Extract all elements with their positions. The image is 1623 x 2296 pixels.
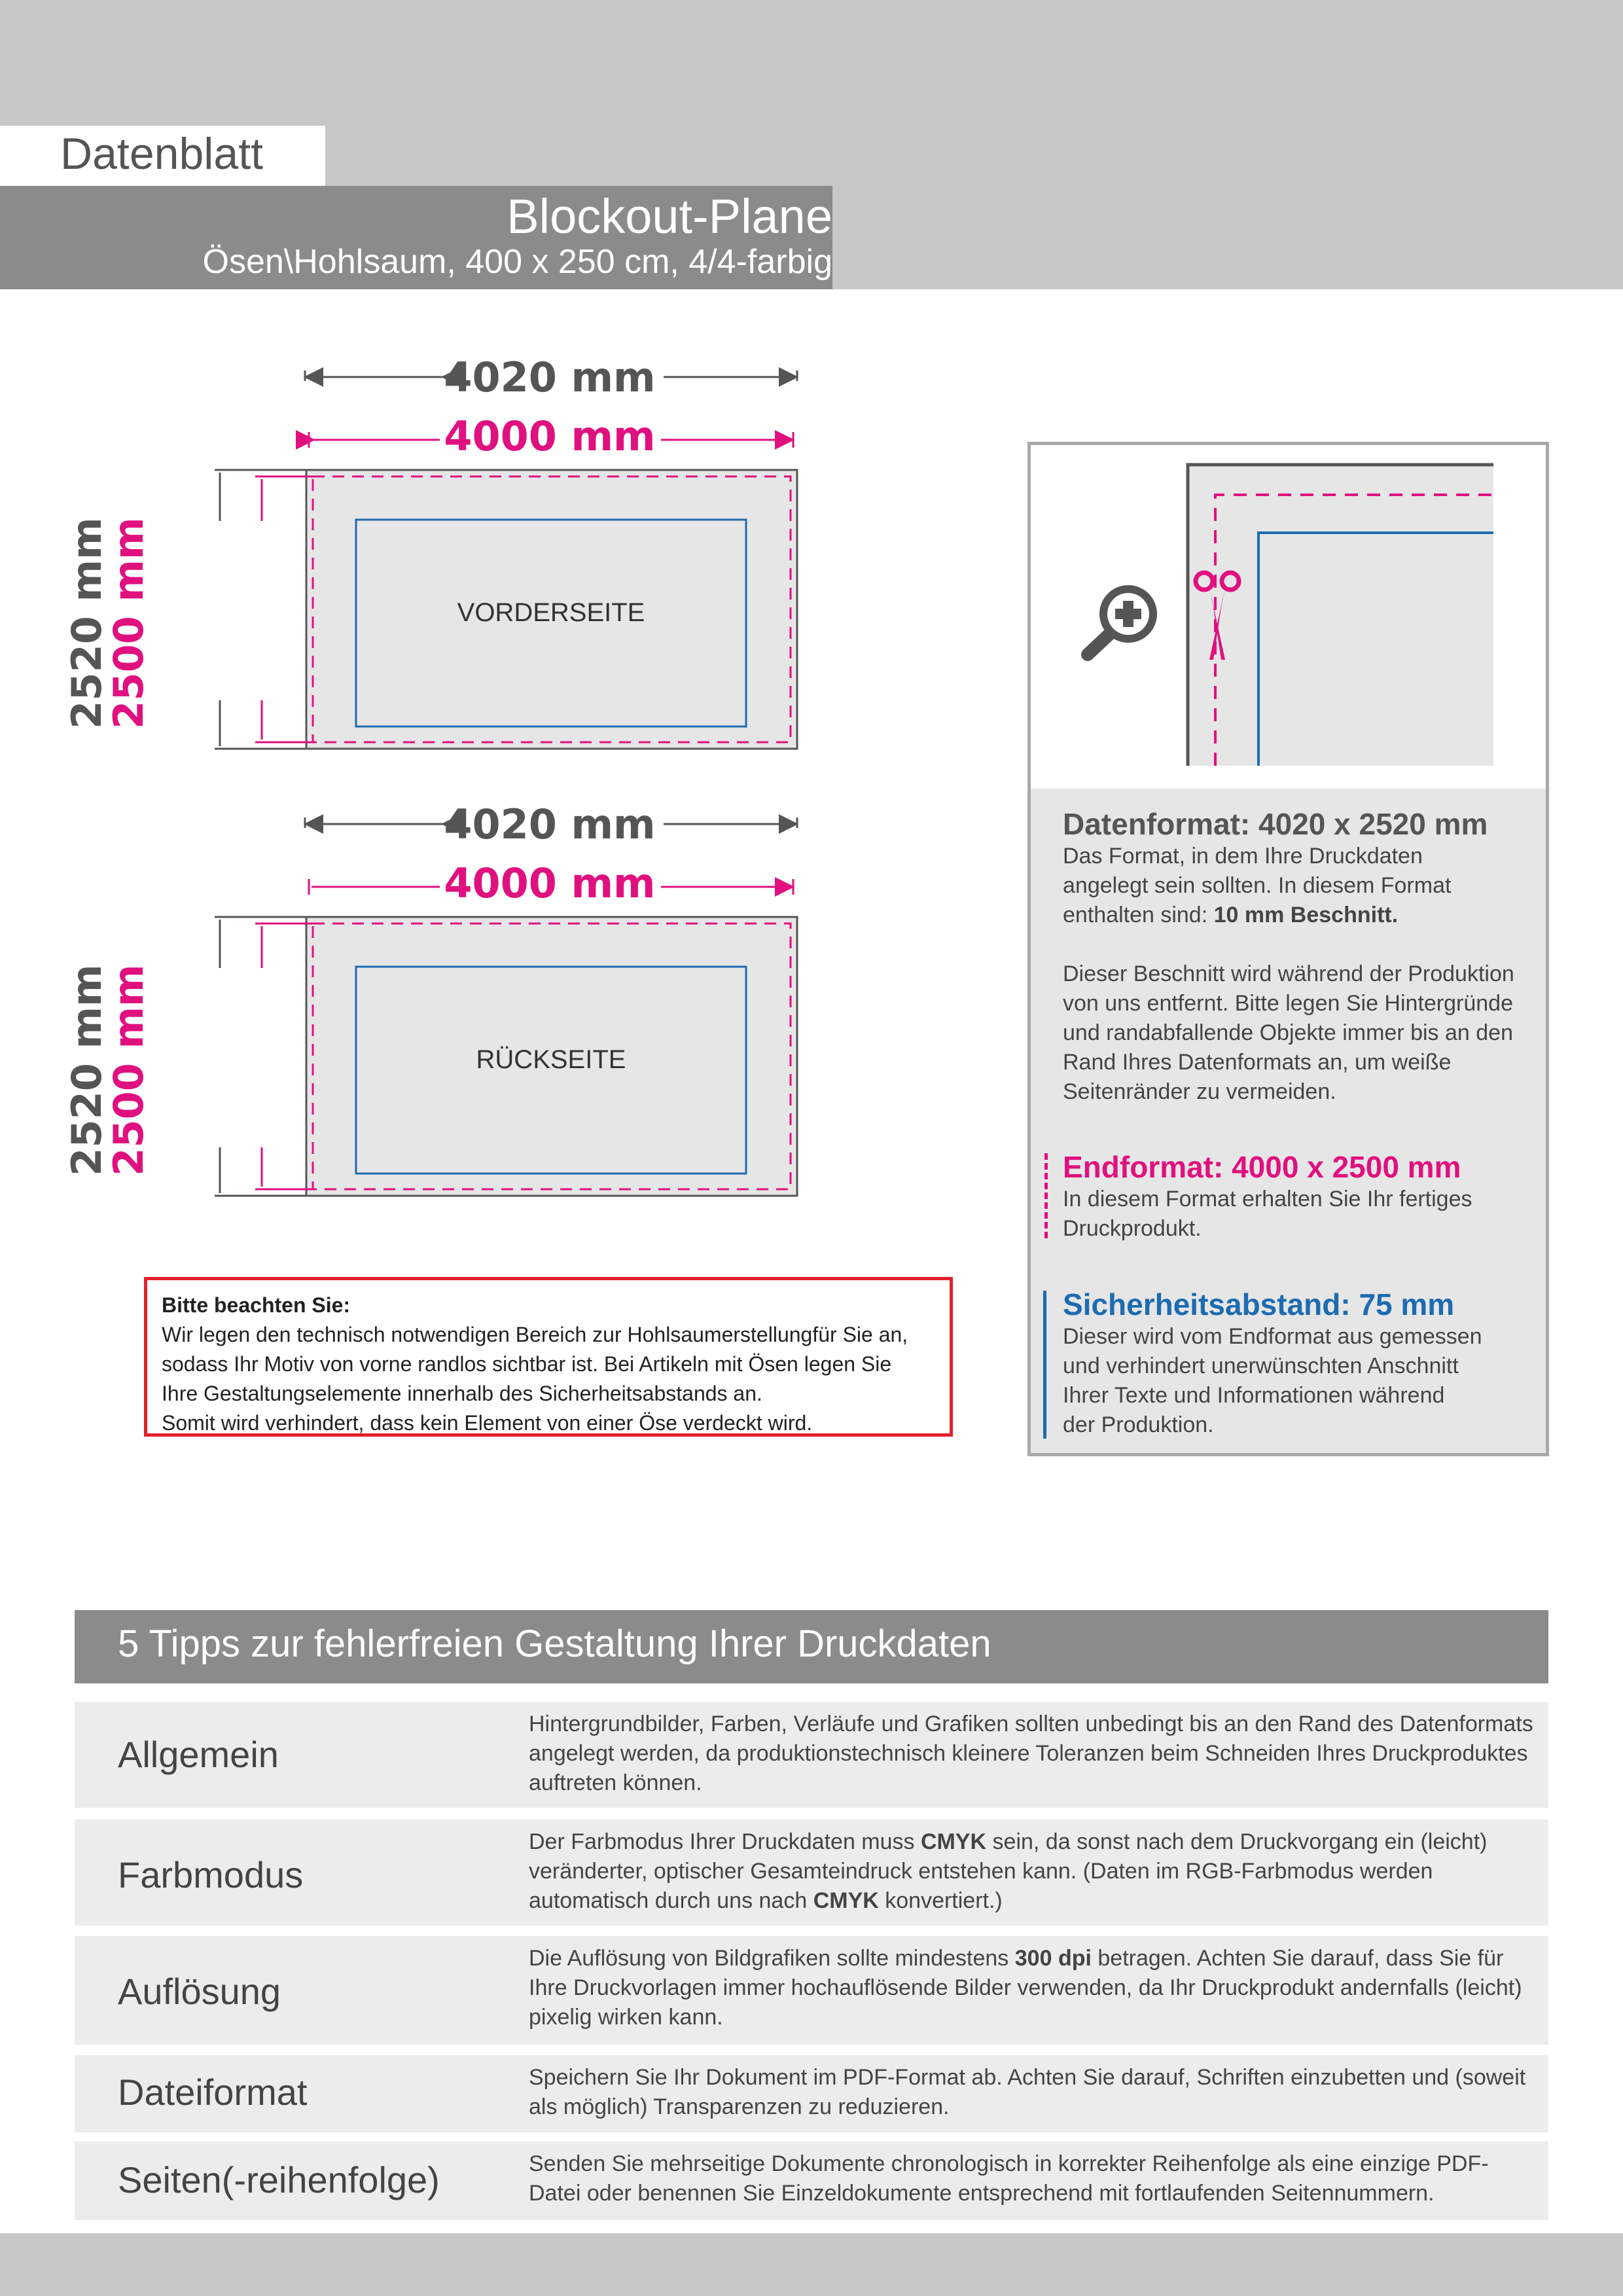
tip-text-fragment: konvertiert.) [878, 1888, 1003, 1913]
tip-text [529, 2063, 1537, 2122]
tip-text [529, 1944, 1537, 2032]
tip-row [75, 1702, 1548, 1808]
tip-text-fragment: betragen. Achten Sie darauf, dass Sie für Ihre Druckvorlagen immer hochauflösende Bilder verwenden, da Ihr Druckprodukt andernfalls (leicht) pixelig wirken kann. [529, 1946, 1522, 2030]
sicherheit-line: Dieser wird vom Endformat aus gemessen [1063, 1324, 1482, 1349]
tip-text [529, 1827, 1537, 1916]
datenformat-line: Rand Ihres Datenformats an, um weiße [1063, 1050, 1452, 1075]
datenformat-line: von uns entfernt. Bitte legen Sie Hintergründe [1063, 991, 1513, 1016]
notice-heading: Bitte beachten Sie: [162, 1293, 351, 1317]
tip-name: Allgemein [118, 1734, 279, 1775]
notice-line: sodass Ihr Motiv von vorne randlos sichtbar ist. Bei Artikeln mit Ösen legen Sie [162, 1352, 892, 1376]
sicherheit-heading: Sicherheitsabstand: 75 mm [1063, 1287, 1455, 1321]
endformat-marker [1044, 1153, 1048, 1238]
datenformat-line: Seitenränder zu vermeiden. [1063, 1079, 1336, 1104]
sicherheit-line: und verhindert unerwünschten Anschnitt [1063, 1354, 1459, 1378]
front-side-label: VORDERSEITE [457, 598, 645, 627]
tip-text-fragment: Hintergrundbilder, Farben, Verläufe und Grafiken sollten unbedingt bis an den Rand des Datenformats angelegt werden, da produktionstechnisch kleinere Toleranzen beim Schneiden Ihres Druckproduktes auftreten können. [529, 1712, 1533, 1795]
notice-box [144, 1277, 953, 1437]
tip-text-fragment: Die Auflösung von Bildgrafiken sollte mindestens [529, 1946, 1015, 1971]
back-outer-width-label: 4020 mm [444, 800, 656, 848]
tip-text [529, 1710, 1537, 1798]
front-inner-height-label: 2500 mm [105, 517, 152, 729]
back-inner-width-label: 4000 mm [444, 859, 656, 907]
scissors-icon [1191, 568, 1243, 666]
datenformat-line [1063, 901, 1534, 930]
tip-text-fragment: Der Farbmodus Ihrer Druckdaten muss [529, 1829, 921, 1854]
datenformat-line: Dieser Beschnitt wird während der Produktion [1063, 961, 1514, 986]
datenformat-line: angelegt sein sollten. In diesem Format [1063, 873, 1452, 898]
endformat-heading: Endformat: 4000 x 2500 mm [1063, 1150, 1461, 1184]
notice-line: Wir legen den technisch notwendigen Bereich zur Hohlsaumerstellungfür Sie an, [162, 1323, 908, 1346]
front-outer-width-label: 4020 mm [444, 353, 656, 401]
tips-title: 5 Tipps zur fehlerfreien Gestaltung Ihrer Druckdaten [118, 1623, 991, 1665]
tip-row [75, 2142, 1548, 2220]
tip-name: Dateiformat [118, 2072, 308, 2113]
page-subtitle: Ösen\Hohlsaum, 400 x 250 cm, 4/4-farbig [202, 243, 832, 281]
datasheet-tab-label: Datenblatt [60, 129, 263, 179]
back-outer-height-label: 2520 mm [63, 964, 111, 1176]
endformat-line: Druckprodukt. [1063, 1216, 1202, 1241]
notice-line: Ihre Gestaltungselemente innerhalb des Sicherheitsabstands an. [162, 1382, 762, 1405]
tip-text [529, 2149, 1537, 2208]
datenformat-heading: Datenformat: 4020 x 2520 mm [1063, 807, 1488, 841]
endformat-text [1063, 1185, 1534, 1244]
bleed-emphasis: 10 mm Beschnitt. [1213, 903, 1399, 927]
tip-name: Auflösung [118, 1971, 281, 2012]
front-inner-width-label: 4000 mm [444, 412, 656, 460]
tip-name: Seiten(-reihenfolge) [118, 2159, 440, 2200]
tip-name: Farbmodus [118, 1854, 304, 1895]
back-side-label: RÜCKSEITE [476, 1045, 626, 1074]
datenformat-line-prefix: enthalten sind: [1063, 903, 1214, 927]
sicherheit-text [1063, 1322, 1534, 1440]
sicherheit-line: der Produktion. [1063, 1412, 1214, 1437]
tip-row [75, 2055, 1548, 2132]
back-inner-height-label: 2500 mm [105, 964, 152, 1176]
tip-row [75, 1820, 1548, 1926]
front-outer-height-label: 2520 mm [63, 517, 111, 729]
endformat-line: In diesem Format erhalten Sie Ihr fertiges [1063, 1187, 1472, 1211]
tip-text-fragment: sein, da sonst nach dem Druckvorgang ein (leicht) veränderter, optischer Gesamteindruck entstehen kann. (Daten im RGB-Farbmodus werden automatisch durch uns nach [529, 1829, 1488, 1913]
page-title: Blockout-Plane [507, 189, 832, 243]
datenformat-line: Das Format, in dem Ihre Druckdaten [1063, 844, 1423, 869]
notice-line: Somit wird verhindert, dass kein Element von einer Öse verdeckt wird. [162, 1411, 813, 1435]
datenformat-line: und randabfallende Objekte immer bis an den [1063, 1020, 1513, 1045]
magnifier-plus-icon [1080, 577, 1165, 662]
sicherheit-line: Ihrer Texte und Informationen während [1063, 1383, 1445, 1408]
tip-text-fragment: Senden Sie mehrseitige Dokumente chronologisch in korrekter Reihenfolge als eine einzige PDF-Datei oder benennen Sie Einzeldokumente entsprechend mit fortlaufenden Seitennummern. [529, 2151, 1489, 2206]
tip-emphasis: 300 dpi [1014, 1946, 1092, 1971]
tip-text-fragment: Speichern Sie Ihr Dokument im PDF-Format ab. Achten Sie darauf, Schriften einzubetten und (soweit als möglich) Transparenzen zu reduzieren. [529, 2065, 1526, 2119]
datenformat-text [1063, 842, 1534, 1107]
tip-row [75, 1936, 1548, 2045]
tip-emphasis: CMYK [813, 1888, 879, 1913]
footer-band [0, 2233, 1623, 2296]
tip-emphasis: CMYK [920, 1829, 987, 1854]
sicherheit-marker [1043, 1291, 1046, 1439]
